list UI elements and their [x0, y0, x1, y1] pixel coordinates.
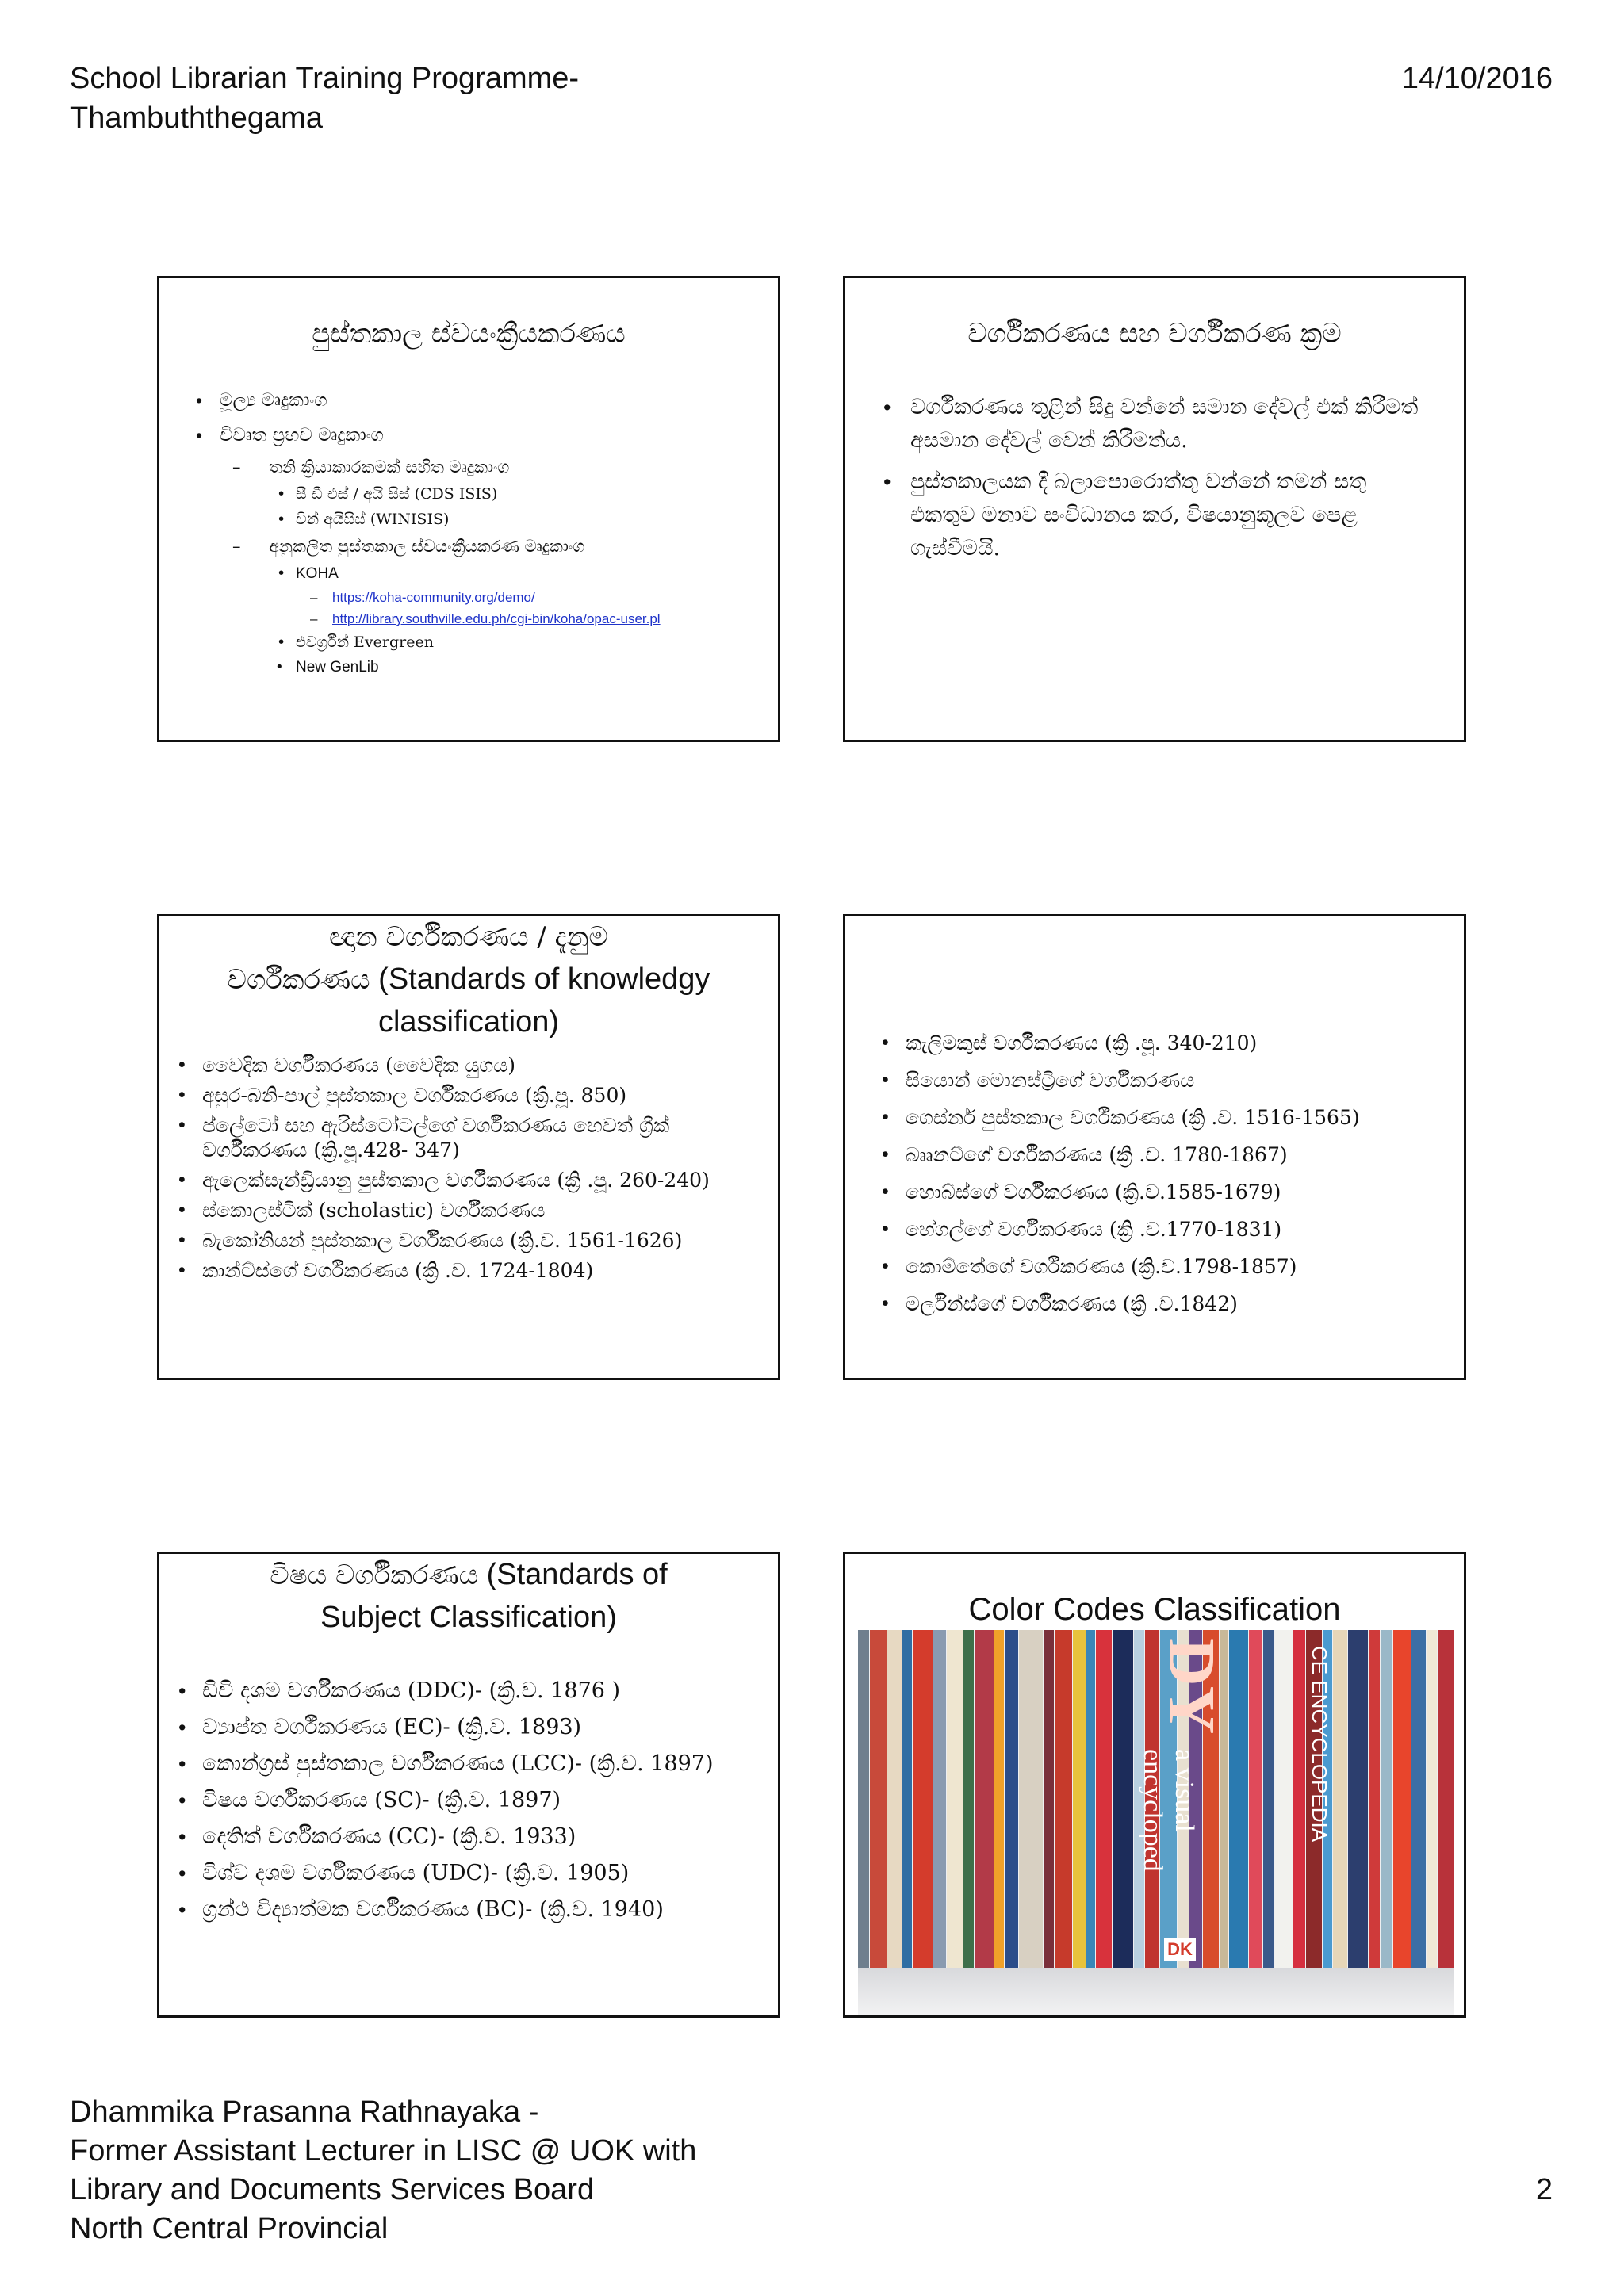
slide-classification-methods: [843, 276, 1466, 742]
title-line: [178, 1554, 759, 1597]
header-title-line1: School Librarian Training Programme-: [70, 62, 580, 95]
list-item: • අසුර-බනි-පාල් පුස්තකාල වර්ගීකරණය (ක්‍රි.පූ. 850): [178, 1083, 749, 1108]
list-item: [196, 418, 754, 680]
slide-color-codes: [843, 1552, 1466, 2018]
sub-list-label: තනි ක්‍රියාකාරකමක් සහිත මෘදුකාංග: [269, 457, 510, 476]
book-spine: [1263, 1630, 1274, 1971]
footer-line: Dhammika Prasanna Rathnayaka -: [70, 2095, 539, 2129]
book-spine-text: DY: [1155, 1638, 1228, 1735]
book-spine: [1438, 1630, 1454, 1971]
book-spine: [947, 1630, 963, 1971]
title-line: Subject Classification): [320, 1601, 617, 1634]
slide-library-automation: [157, 276, 780, 742]
slide-title: වර්ගීකරණය සහ වර්ගීකරණ ක්‍රම: [967, 318, 1342, 350]
slide-historical-classifications: [843, 914, 1466, 1380]
list-item-label: විවෘත ප්‍රභව මෘදුකාංග: [220, 425, 384, 446]
book-spine: [887, 1630, 902, 1971]
book-spine: [1275, 1630, 1293, 1971]
list-item: • බෲනට්ගේ වර්ගීකරණය (ක්‍රි .ව. 1780-1867): [882, 1142, 1435, 1167]
header-date: 14/10/2016: [1401, 62, 1553, 95]
book-spine: [913, 1630, 933, 1971]
software-label: KOHA: [296, 565, 339, 582]
list-item: • ඇලෙක්සැන්ඩ්‍රියානු පුස්තකාල වර්ගීකරණය (ක්‍රි .පූ. 260-240): [178, 1168, 749, 1192]
slide-subject-classification: [157, 1552, 780, 2018]
bookshelf-photo: [858, 1630, 1454, 2018]
page-number: 2: [1535, 2173, 1553, 2206]
link-item: [310, 608, 754, 629]
list-item: • ව්‍යාප්ත වර්ගීකරණය (EC)- (ක්‍රි.ව. 1893): [178, 1713, 749, 1742]
list-item: • ගෙස්නර් පුස්තකාල වර්ගීකරණය (ක්‍රි .ව. 1516-1565): [882, 1105, 1435, 1130]
software-item: • New GenLib: [277, 655, 754, 680]
slide-title: [178, 1554, 759, 1639]
list-item: • සියොන් මොනස්ට්‍රිගේ වර්ගීකරණය: [882, 1068, 1435, 1093]
list-item: • වර්ගීකරණය තුළින් සිදු වන්නේ සමාන දේවල් එක් කිරීමත් අසමාන දේවල් වෙන් කිරීමත්ය.: [883, 391, 1432, 457]
title-english: (Standards of: [478, 1558, 668, 1591]
header-title-line2: Thambuththegama: [70, 101, 323, 135]
sub-list-item: [232, 453, 754, 532]
book-spine: [870, 1630, 887, 1971]
footer-line: Former Assistant Lecturer in LISC @ UOK with: [70, 2134, 697, 2168]
list-item: • කොන්ග්‍රස් පුස්තකාල වර්ගීකරණය (LCC)- (ක්‍රි.ව. 1897): [178, 1750, 749, 1778]
list-item: • මූල්‍ය මෘදුකාංග: [196, 383, 754, 418]
software-item: • සී ඩී එස් / අයි සිස් (CDS ISIS): [277, 481, 754, 507]
list-item: • මර්ලින්ස්ගේ වර්ගීකරණය (ක්‍රි .ව.1842): [882, 1292, 1435, 1316]
book-spine: [1019, 1630, 1042, 1971]
dk-logo: DK: [1164, 1938, 1196, 1961]
title-sinhala: වර්ගීකරණය: [227, 964, 370, 996]
title-sinhala: විෂය වර්ගීකරණය: [270, 1559, 479, 1591]
list-item: • බැකෝනියන් පුස්තකාල වර්ගීකරණය (ක්‍රි.ව. 1561-1626): [178, 1228, 749, 1253]
book-spine: [1381, 1630, 1393, 1971]
book-spine: [1411, 1630, 1426, 1971]
list-item: • ස්කොලස්ටික් (scholastic) වර්ගීකරණය: [178, 1198, 749, 1223]
book-spine: [1249, 1630, 1263, 1971]
document-header: [70, 59, 783, 138]
shelf: [858, 1968, 1454, 2018]
list-item: • කැලිමකුස් වර්ගීකරණය (ක්‍රි .පූ. 340-210): [882, 1031, 1435, 1055]
book-spine: [1055, 1630, 1072, 1971]
book-spine: [1393, 1630, 1411, 1971]
koha-opac-link[interactable]: http://library.southville.edu.ph/cgi-bin/koha/opac-user.pl: [332, 611, 661, 626]
list-item: • ග්‍රන්ථ විද්‍යාත්මක වර්ගීකරණය (BC)- (ක්‍රි.ව. 1940): [178, 1896, 749, 1924]
book-spine: [1005, 1630, 1019, 1971]
sub-list-item: [232, 532, 754, 680]
book-spine: [933, 1630, 946, 1971]
koha-demo-link[interactable]: https://koha-community.org/demo/: [332, 590, 535, 605]
book-spine: [1086, 1630, 1096, 1971]
book-spine-text: a visual: [1170, 1749, 1199, 1832]
title-line: ඥාන වර්ගීකරණය / දැනුම: [329, 921, 608, 953]
footer-line: North Central Provincial: [70, 2212, 389, 2245]
list-item: • විශ්ව දශම වර්ගීකරණය (UDC)- (ක්‍රි.ව. 1905): [178, 1859, 749, 1888]
list-item: • ප්ලේටෝ සහ ඇරිස්ටෝටල්ගේ වර්ගීකරණය හෙවත් ග්‍රීක් වර්ගීකරණය (ක්‍රි.පූ.428- 347): [178, 1113, 749, 1162]
title-english: (Standards of knowledgy: [370, 962, 710, 996]
list-item: • දෙතිත් වර්ගීකරණය (CC)- (ක්‍රි.ව. 1933): [178, 1823, 749, 1851]
bullet-list: [178, 1053, 749, 1283]
slide-title: Color Codes Classification: [968, 1592, 1341, 1627]
list-item: • හේගල්ගේ වර්ගීකරණය (ක්‍රි .ව.1770-1831): [882, 1217, 1435, 1242]
book-spine: [1073, 1630, 1086, 1971]
book-spine: [858, 1630, 869, 1971]
book-spine: [1333, 1630, 1347, 1971]
bullet-list: [196, 383, 754, 680]
book-spine: [1369, 1630, 1380, 1971]
bullet-list: [178, 1677, 749, 1924]
book-spine: [902, 1630, 912, 1971]
book-spine: [963, 1630, 975, 1971]
book-spine: [1427, 1630, 1438, 1971]
list-item: • ඩිවි දශම වර්ගීකරණය (DDC)- (ක්‍රි.ව. 1876 ): [178, 1677, 749, 1705]
book-spine-text: CE ENCYCLOPEDIA: [1308, 1646, 1331, 1843]
book-spine: [1293, 1630, 1306, 1971]
book-spine: [1044, 1630, 1055, 1971]
book-spine: [1348, 1630, 1369, 1971]
list-item: • වෛදික වර්ගීකරණය (වෛදික යුගය): [178, 1053, 749, 1077]
title-line: classification): [377, 1005, 560, 1039]
software-item: [277, 561, 754, 629]
book-spine: [975, 1630, 994, 1971]
book-spine: [1096, 1630, 1112, 1971]
book-spine-text: encycloped: [1138, 1749, 1167, 1872]
slide-title: [178, 916, 759, 1043]
sub-list-label: අනුකලිත පුස්තකාල ස්වයංක්‍රීයකරණ මෘදුකාංග: [269, 537, 585, 556]
title-line: [178, 959, 759, 1001]
software-item: • එවර්ග්‍රීන් Evergreen: [277, 629, 754, 655]
document-footer: [70, 2093, 696, 2248]
list-item: • කොම්තේගේ වර්ගීකරණය (ක්‍රි.ව.1798-1857): [882, 1254, 1435, 1279]
list-item: • කාන්ට්ස්ගේ වර්ගීකරණය (ක්‍රි .ව. 1724-1804): [178, 1258, 749, 1283]
book-spine: [1113, 1630, 1133, 1971]
list-item: • හොබ්ස්ගේ වර්ගීකරණය (ක්‍රි.ව.1585-1679): [882, 1180, 1435, 1204]
slide-knowledge-classification: [157, 914, 780, 1380]
book-spine: [1229, 1630, 1248, 1971]
software-item: • වින් අයිසිස් (WINISIS): [277, 507, 754, 532]
list-item: • පුස්තකාලයක දී බලාපොරොත්තු වන්නේ තමන් සතු එකතුව මනාව සංවිධානය කර, විෂයානුකූලව පෙළ ගැස්වීමයි.: [883, 465, 1432, 565]
bullet-list: [882, 1031, 1435, 1316]
slide-title: පුස්තකාල ස්වයංක්‍රීයකරණය: [312, 318, 626, 350]
bullet-list: [883, 391, 1432, 565]
link-item: [310, 587, 754, 608]
footer-line: Library and Documents Services Board: [70, 2173, 595, 2206]
book-spine: [994, 1630, 1004, 1971]
list-item: • විෂය වර්ගීකරණය (SC)- (ක්‍රි.ව. 1897): [178, 1786, 749, 1815]
